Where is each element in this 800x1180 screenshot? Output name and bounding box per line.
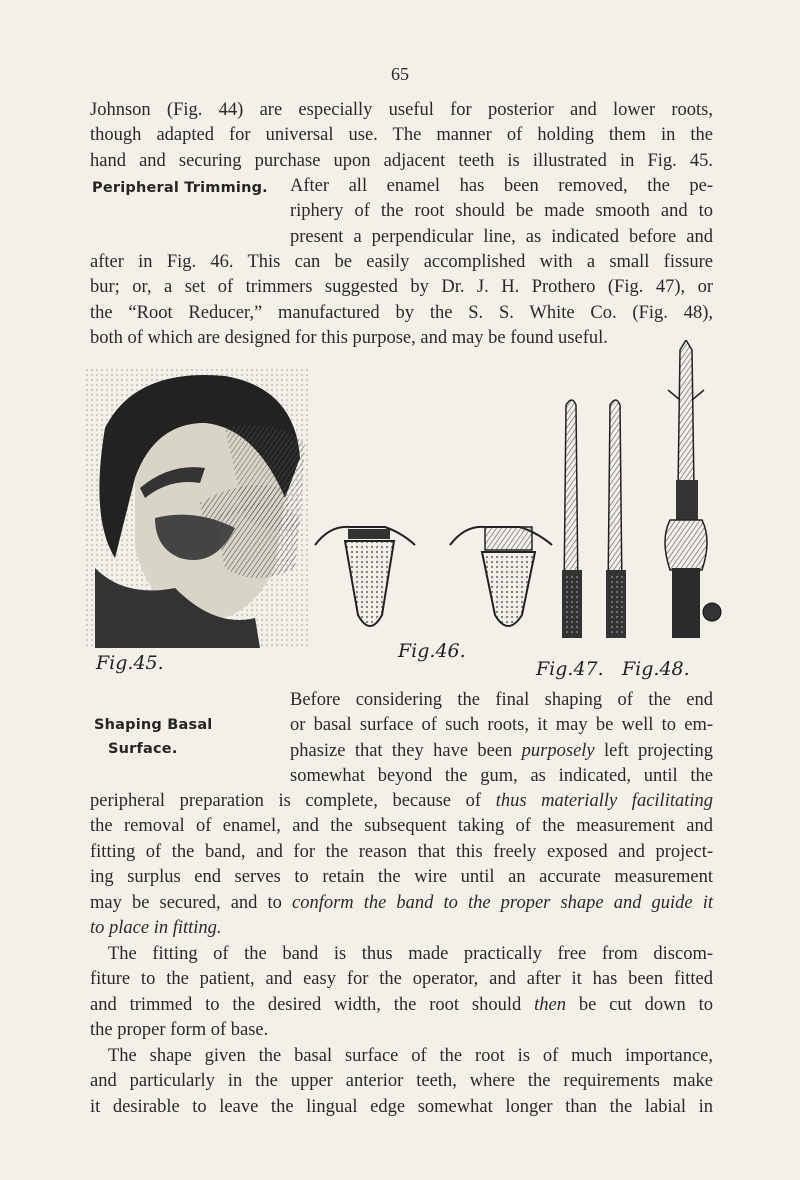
figure-47-illustration [560,395,640,643]
paragraph-shaping [90,789,713,941]
paragraph-shaping-indented [290,688,713,790]
figure-48-illustration [650,340,730,640]
text-line: The fitting of the band is thus made practically free from discom- [108,944,713,964]
text-segment: left projecting [604,740,714,761]
text-segment: may be secured, and to [90,892,282,913]
text-line: or basal surface of such roots, it may be well to em- [290,715,713,736]
text-line: riphery of the root should be made smooth and to [290,201,713,222]
text-line: and particularly in the upper anterior teeth, where the requirements make [90,1071,713,1092]
text-line: Before considering the final shaping of the end [290,690,713,710]
text-line: Johnson (Fig. 44) are especially useful for posterior and lower roots, [90,100,713,120]
emphasis-text: then [534,994,566,1015]
paragraph-fitting [90,942,713,1044]
text-line: The shape given the basal surface of the root is of much importance, [108,1046,713,1066]
page-number: 65 [391,64,409,84]
text-line: ing surplus end serves to retain the wire until an accurate measurement [90,867,713,888]
text-segment: peripheral preparation is complete, because of [90,791,482,811]
figure-47-label: Fig.47. [536,658,604,680]
text-line: the proper form of base. [90,1020,269,1041]
emphasis-text: conform the band to the proper shape and guide it [291,892,713,913]
paragraph-peripheral-indented [290,174,713,250]
emphasis-text: thus materially facilitating [495,791,714,811]
text-line [90,993,713,1018]
figure-45-label: Fig.45. [96,652,164,674]
text-line: hand and securing purchase upon adjacent teeth is illustrated in Fig. 45. [90,150,713,171]
text-line: it desirable to leave the lingual edge somewhat longer than the labial in [90,1096,713,1117]
side-heading-shaping-basal-surface [94,715,212,759]
text-line: bur; or, a set of trimmers suggested by Dr. J. H. Prothero (Fig. 47), or [90,277,713,298]
text-line [90,789,713,814]
text-segment: phasize that they have been [290,740,513,761]
text-line: after in Fig. 46. This can be easily accomplished with a small fissure [90,252,713,272]
figure-46-illustration [310,515,555,640]
side-heading-line: Shaping Basal [94,717,213,733]
text-line: present a perpendicular line, as indicated before and [290,226,713,247]
text-segment: and trimmed to the desired width, the root should [90,994,522,1015]
figure-45-illustration [85,368,310,648]
paragraph-shape [90,1044,713,1120]
text-line: fitting of the band, and for the reason that this freely exposed and project- [90,841,713,862]
figure-48-label: Fig.48. [622,658,690,680]
text-segment: be cut down to [578,994,714,1015]
side-heading-line: Surface. [108,741,178,757]
text-line: the removal of enamel, and the subsequent taking of the measurement and [90,816,713,837]
figure-46-label: Fig.46. [398,640,466,662]
text-line: the “Root Reducer,” manufactured by the S. S. White Co. (Fig. 48), [90,302,713,323]
text-line: though adapted for universal use. The manner of holding them in the [90,125,713,146]
text-line: After all enamel has been removed, the pe- [290,176,713,196]
paragraph-intro [90,98,713,174]
paragraph-peripheral [90,250,713,352]
text-line: fiture to the patient, and easy for the operator, and after it has been fitted [90,969,713,990]
side-heading-peripheral-trimming: Peripheral Trimming. [92,180,268,196]
emphasis-text: to place in fitting. [90,918,222,939]
text-line [290,739,713,764]
text-line [90,891,713,916]
text-line: somewhat beyond the gum, as indicated, until the [290,766,713,787]
emphasis-text: purposely [521,740,595,761]
text-line: both of which are designed for this purpose, and may be found useful. [90,328,608,349]
text-line [90,916,713,941]
